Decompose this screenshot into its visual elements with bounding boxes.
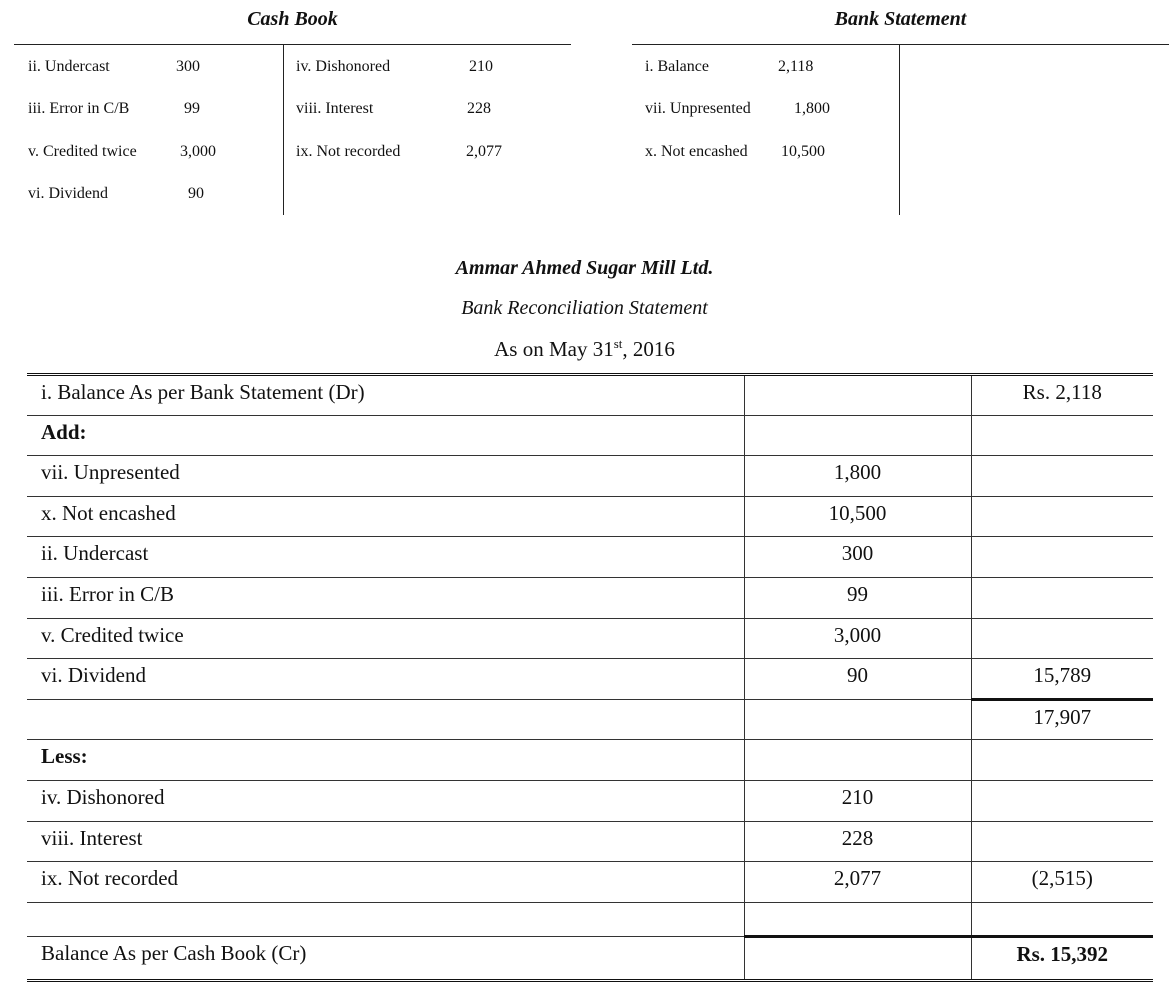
running-total: 17,907 bbox=[971, 699, 1153, 740]
cash-book-left-label: vi. Dividend bbox=[28, 185, 108, 202]
row-label: x. Not encashed bbox=[27, 496, 744, 537]
row-label: i. Balance As per Bank Statement (Dr) bbox=[27, 375, 744, 416]
cash-book-right-label: viii. Interest bbox=[296, 100, 374, 117]
row-label: iii. Error in C/B bbox=[27, 577, 744, 618]
cash-book-right-label: iv. Dishonored bbox=[296, 58, 391, 75]
bank-statement-divider bbox=[899, 45, 900, 215]
cash-book-left-label: ii. Undercast bbox=[28, 58, 110, 75]
cash-book-right-amount: 2,077 bbox=[466, 143, 502, 160]
table-row bbox=[27, 862, 1153, 903]
table-row bbox=[27, 415, 1153, 456]
row-label bbox=[27, 902, 744, 936]
row-amount bbox=[744, 375, 971, 416]
row-total bbox=[971, 496, 1153, 537]
row-label: viii. Interest bbox=[27, 821, 744, 862]
table-row bbox=[27, 699, 1153, 740]
table-row bbox=[27, 618, 1153, 659]
cash-book-left-amount: 3,000 bbox=[180, 143, 216, 160]
row-amount: 99 bbox=[744, 577, 971, 618]
row-label: Balance As per Cash Book (Cr) bbox=[41, 940, 307, 965]
row-amount: 228 bbox=[744, 821, 971, 862]
table-row bbox=[27, 496, 1153, 537]
bank-statement-label: i. Balance bbox=[645, 58, 709, 75]
cash-book-divider bbox=[283, 45, 284, 215]
row-total bbox=[971, 902, 1153, 936]
cash-book-right-amount: 210 bbox=[469, 58, 493, 75]
bank-statement-label: vii. Unpresented bbox=[645, 100, 751, 117]
add-subtotal: 15,789 bbox=[971, 659, 1153, 700]
statement-title: Bank Reconciliation Statement bbox=[461, 297, 708, 319]
row-amount: 300 bbox=[744, 537, 971, 578]
final-balance: Rs. 15,392 bbox=[971, 936, 1153, 980]
table-row bbox=[27, 902, 1153, 936]
row-total bbox=[971, 821, 1153, 862]
bank-statement-amount: 2,118 bbox=[778, 58, 814, 75]
row-amount: 10,500 bbox=[744, 496, 971, 537]
bank-statement-title: Bank Statement bbox=[834, 8, 967, 30]
bank-statement-amount: 1,800 bbox=[794, 100, 830, 117]
row-total: Rs. 2,118 bbox=[971, 375, 1153, 416]
table-row bbox=[27, 537, 1153, 578]
row-total bbox=[971, 415, 1153, 456]
table-row bbox=[27, 577, 1153, 618]
table-row bbox=[27, 375, 1153, 416]
row-label: vii. Unpresented bbox=[27, 456, 744, 497]
less-subtotal: (2,515) bbox=[971, 862, 1153, 903]
row-total bbox=[971, 456, 1153, 497]
cash-book-right-amount: 228 bbox=[467, 100, 491, 117]
row-label: iv. Dishonored bbox=[27, 780, 744, 821]
date-year: , 2016 bbox=[622, 337, 675, 361]
cash-book-title: Cash Book bbox=[247, 8, 338, 30]
cash-book-right-label: ix. Not recorded bbox=[296, 143, 401, 160]
row-amount: 210 bbox=[744, 780, 971, 821]
row-label: v. Credited twice bbox=[27, 618, 744, 659]
row-label: vi. Dividend bbox=[27, 659, 744, 700]
cash-book-rule bbox=[14, 44, 571, 45]
row-amount: 2,077 bbox=[744, 862, 971, 903]
bank-statement-label: x. Not encashed bbox=[645, 143, 748, 160]
table-row bbox=[27, 740, 1153, 781]
row-amount: 1,800 bbox=[744, 456, 971, 497]
table-row bbox=[27, 936, 1153, 980]
table-row bbox=[27, 821, 1153, 862]
row-total bbox=[971, 577, 1153, 618]
row-total bbox=[971, 537, 1153, 578]
row-amount: 3,000 bbox=[744, 618, 971, 659]
row-label: ix. Not recorded bbox=[27, 862, 744, 903]
date-suffix: st bbox=[613, 336, 623, 351]
statement-date bbox=[0, 336, 1169, 362]
less-heading: Less: bbox=[27, 740, 744, 781]
cash-book-left-amount: 90 bbox=[188, 185, 204, 202]
company-name: Ammar Ahmed Sugar Mill Ltd. bbox=[455, 257, 714, 279]
row-total bbox=[971, 618, 1153, 659]
row-label: ii. Undercast bbox=[27, 537, 744, 578]
bank-statement-rule bbox=[632, 44, 1169, 45]
table-row bbox=[27, 659, 1153, 700]
date-prefix: As on May 31 bbox=[494, 337, 614, 361]
row-total bbox=[971, 780, 1153, 821]
row-amount bbox=[744, 936, 971, 980]
cash-book-left-amount: 300 bbox=[176, 58, 200, 75]
row-amount bbox=[744, 415, 971, 456]
row-amount bbox=[744, 699, 971, 740]
table-row bbox=[27, 780, 1153, 821]
cash-book-left-amount: 99 bbox=[184, 100, 200, 117]
cash-book-left-label: v. Credited twice bbox=[28, 143, 137, 160]
reconciliation-table bbox=[27, 373, 1153, 982]
row-amount: 90 bbox=[744, 659, 971, 700]
row-total bbox=[971, 740, 1153, 781]
row-amount bbox=[744, 740, 971, 781]
cash-book-left-label: iii. Error in C/B bbox=[28, 100, 130, 117]
row-label bbox=[27, 699, 744, 740]
row-amount bbox=[744, 902, 971, 936]
table-row bbox=[27, 456, 1153, 497]
add-heading: Add: bbox=[27, 415, 744, 456]
bank-statement-amount: 10,500 bbox=[781, 143, 825, 160]
